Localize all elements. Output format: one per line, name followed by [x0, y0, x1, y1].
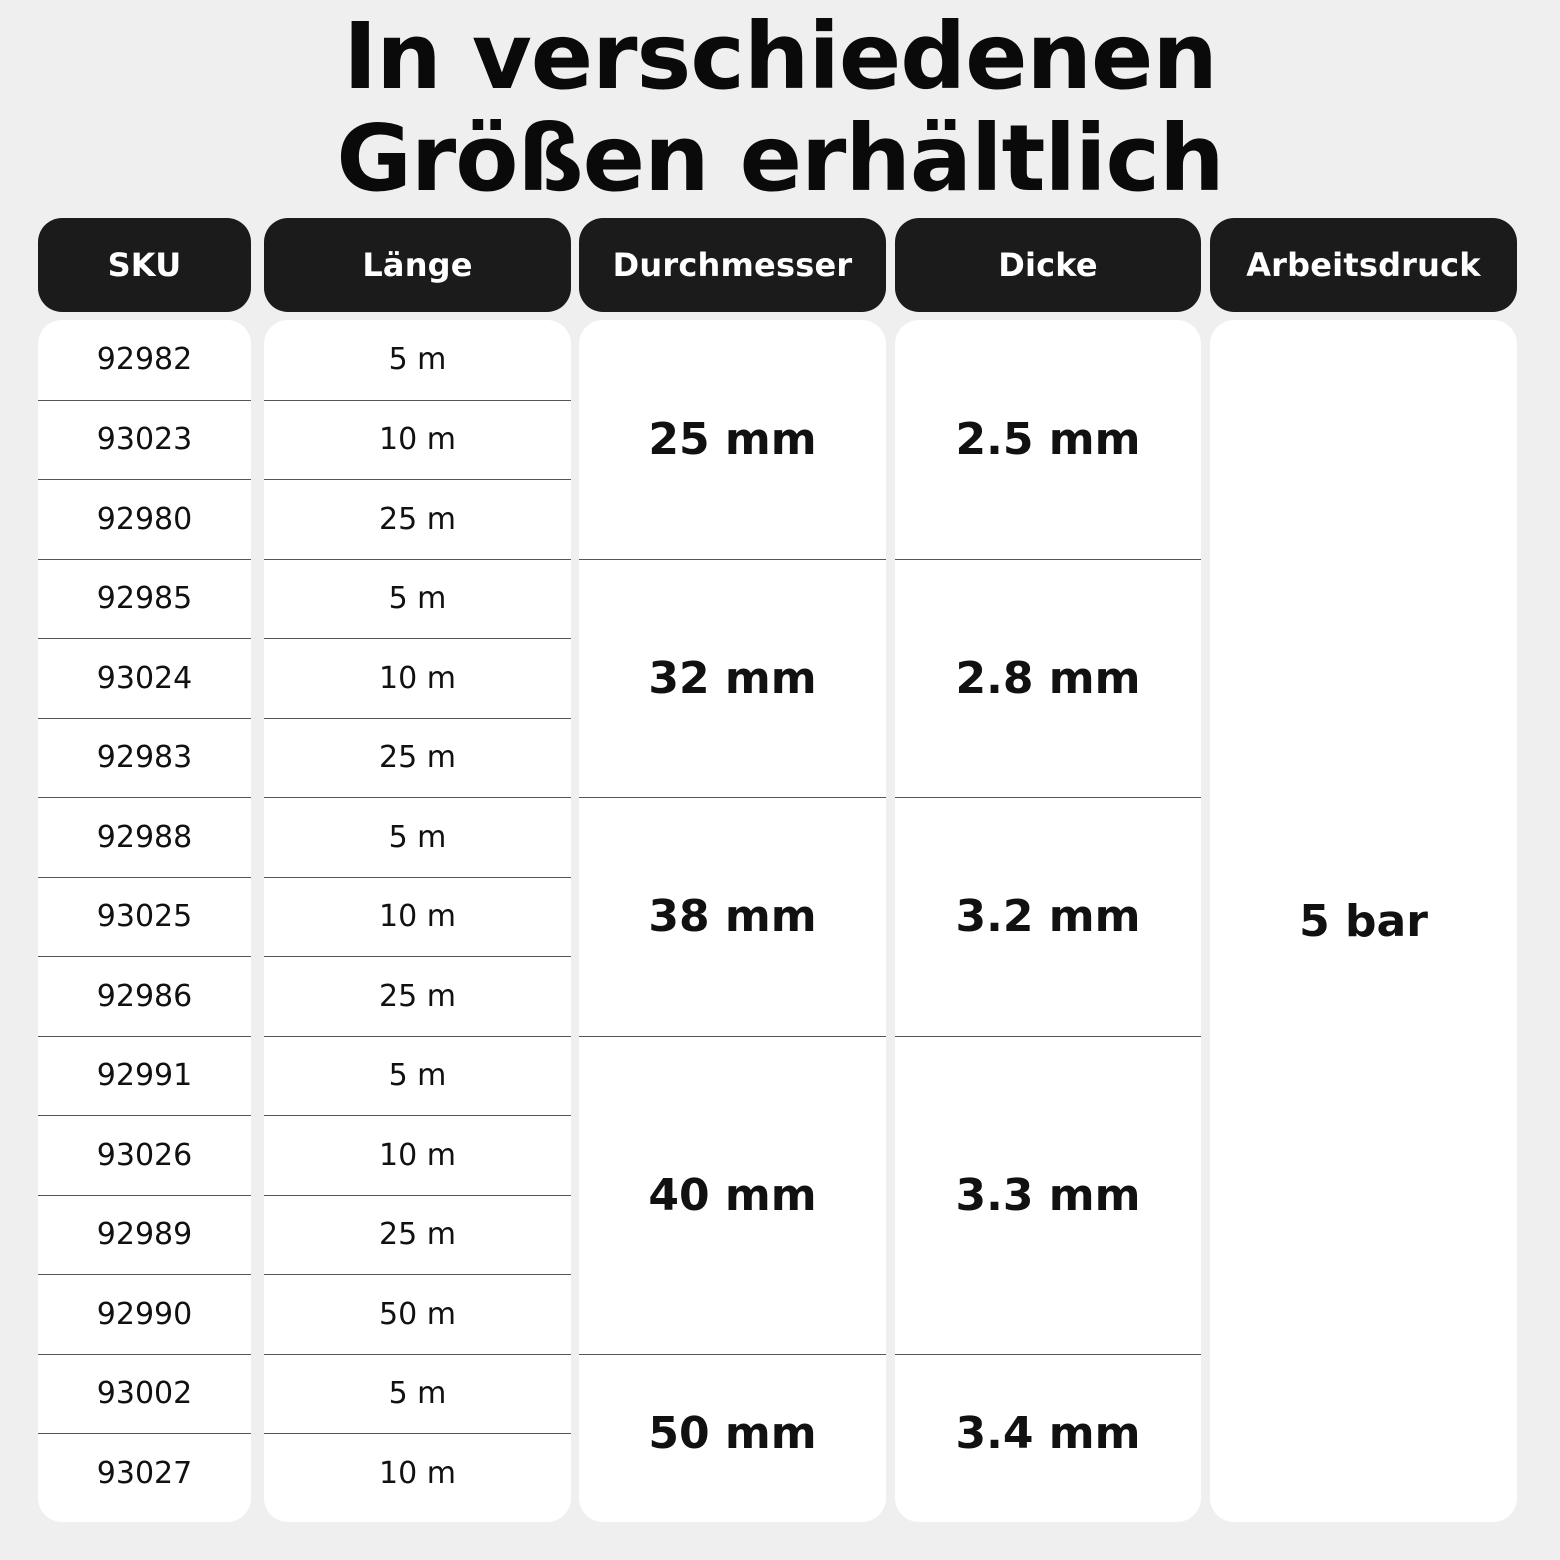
sku-cell: 92983	[38, 718, 251, 798]
durchmesser-cell: 50 mm	[579, 1354, 886, 1513]
dicke-cell: 3.3 mm	[895, 1036, 1201, 1354]
sku-cell: 92980	[38, 479, 251, 559]
dicke-cell: 2.5 mm	[955, 413, 1141, 465]
title-line-2: Größen erhältlich	[336, 105, 1224, 212]
laenge-cell: 25 m	[264, 479, 571, 559]
header-dicke: Dicke	[895, 218, 1201, 312]
laenge-cell: 10 m	[264, 877, 571, 957]
sku-cell: 93027	[38, 1433, 251, 1513]
sku-cell: 92982	[96, 342, 193, 378]
sku-cell: 92990	[38, 1274, 251, 1354]
laenge-cell: 5 m	[388, 342, 447, 378]
sku-cell: 93025	[38, 877, 251, 957]
page-title	[0, 3, 1560, 212]
sku-cell: 92986	[38, 956, 251, 1036]
durchmesser-cell: 38 mm	[579, 797, 886, 1036]
durchmesser-cell: 25 mm	[648, 413, 817, 465]
arbeitsdruck-value: 5 bar	[1299, 895, 1428, 947]
header-durchmesser: Durchmesser	[579, 218, 886, 312]
laenge-cell: 25 m	[264, 1195, 571, 1275]
sku-cell: 93024	[38, 638, 251, 718]
dicke-column	[895, 320, 1201, 1522]
dicke-cell: 3.4 mm	[895, 1354, 1201, 1513]
laenge-cell: 5 m	[264, 797, 571, 877]
durchmesser-column	[579, 320, 886, 1522]
sku-cell: 92991	[38, 1036, 251, 1116]
laenge-cell: 5 m	[264, 1036, 571, 1116]
durchmesser-cell: 32 mm	[579, 559, 886, 798]
sku-cell: 92988	[38, 797, 251, 877]
laenge-cell: 10 m	[264, 638, 571, 718]
sku-column	[38, 320, 251, 1522]
arbeitsdruck-column	[1210, 320, 1517, 1522]
laenge-cell: 10 m	[264, 1115, 571, 1195]
header-sku: SKU	[38, 218, 251, 312]
laenge-cell: 25 m	[264, 956, 571, 1036]
laenge-cell: 5 m	[264, 1354, 571, 1434]
dicke-cell: 3.2 mm	[895, 797, 1201, 1036]
sku-cell: 93002	[38, 1354, 251, 1434]
laenge-column	[264, 320, 571, 1522]
laenge-cell: 5 m	[264, 559, 571, 639]
durchmesser-cell: 40 mm	[579, 1036, 886, 1354]
title-line-1: In verschiedenen	[343, 3, 1217, 110]
laenge-cell: 25 m	[264, 718, 571, 798]
laenge-cell: 10 m	[264, 1433, 571, 1513]
sku-cell: 93026	[38, 1115, 251, 1195]
dicke-cell: 2.8 mm	[895, 559, 1201, 798]
laenge-cell: 10 m	[264, 400, 571, 480]
header-laenge: Länge	[264, 218, 571, 312]
sku-cell: 92989	[38, 1195, 251, 1275]
laenge-cell: 50 m	[264, 1274, 571, 1354]
sku-cell: 93023	[38, 400, 251, 480]
header-arbeitsdruck: Arbeitsdruck	[1210, 218, 1517, 312]
sku-cell: 92985	[38, 559, 251, 639]
